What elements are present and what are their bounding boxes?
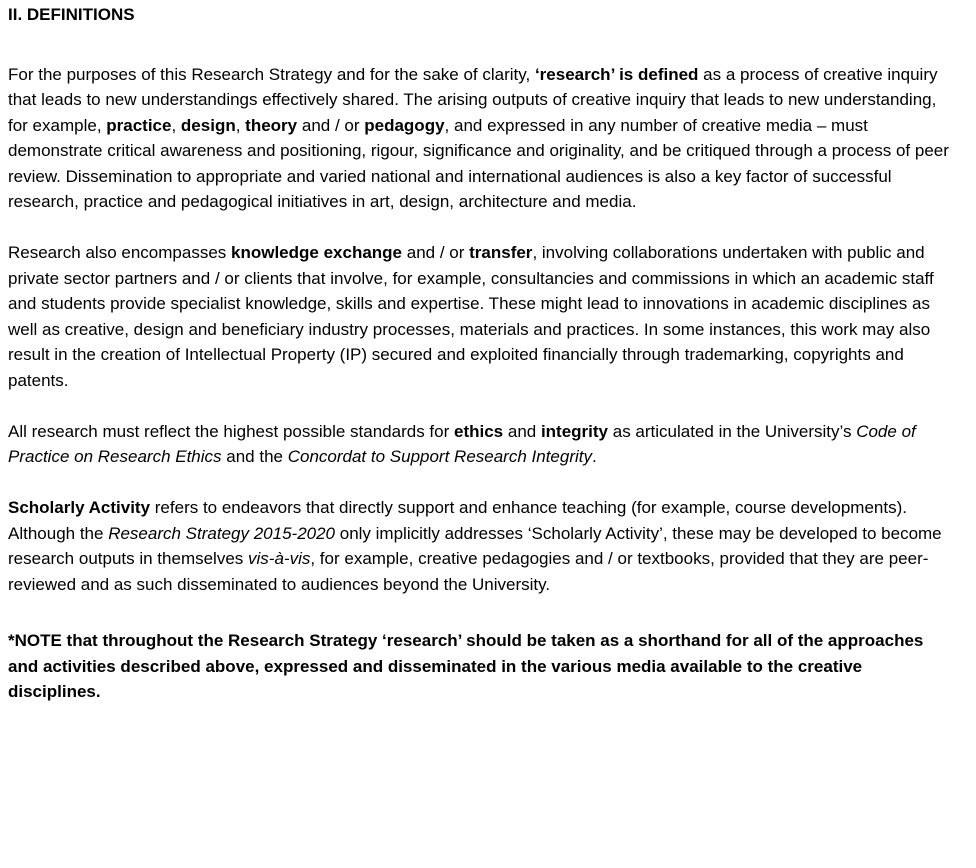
text-run: Research also encompasses bbox=[8, 243, 232, 262]
paragraph bbox=[8, 628, 958, 705]
text-run: transfer bbox=[469, 243, 533, 262]
text-run: Research Strategy 2015-2020 bbox=[108, 523, 336, 543]
text-run: and / or bbox=[402, 243, 470, 262]
paragraph bbox=[8, 62, 958, 215]
text-run: All research must reflect the highest possible standards for bbox=[8, 421, 454, 441]
text-run: as articulated in the University’s bbox=[608, 421, 857, 441]
text-run: only implicitly addresses ‘Scholarly Activity’, these may be developed to become research outputs in themselves bbox=[8, 523, 942, 568]
paragraph bbox=[8, 240, 958, 393]
text-run: as a process of creative inquiry that leads to new understandings effectively shared. The arising outputs of creative inquiry that leads to new understanding, for example, bbox=[8, 64, 938, 135]
text-run: knowledge exchange bbox=[231, 243, 403, 262]
paragraph bbox=[8, 495, 958, 597]
section-heading: II. DEFINITIONS bbox=[8, 5, 135, 24]
text-run: and the bbox=[221, 447, 288, 466]
text-run: *NOTE that throughout the Research Strategy ‘research’ should be taken as a shorthand for all of the approaches and activities described above, expressed and disseminated in the various media available to the creative disciplines. bbox=[8, 631, 924, 701]
text-run: theory bbox=[245, 115, 298, 135]
text-run: , for example, creative pedagogies and / or textbooks, provided that they are peer-reviewed and as such disseminated to audiences beyond the University. bbox=[8, 549, 929, 594]
text-run: vis-à-vis bbox=[248, 549, 311, 568]
text-run: integrity bbox=[540, 421, 609, 441]
paragraph bbox=[8, 419, 958, 470]
text-run: , involving collaborations undertaken with public and private sector partners and / or clients that involve, for example, consultancies and commissions in which an academic staff and students provide specialist knowledge, skills and expertise. These might lead to innovations in academic disciplines as well as creative, design and beneficiary industry processes, materials and practices. In some instances, this work may also result in the creation of Intellectual Property (IP) secured and exploited financially through trademarking, copyrights and patents. bbox=[8, 243, 934, 390]
text-run: refers to endeavors that directly support and enhance teaching (for example, course developments). Although the bbox=[8, 498, 907, 543]
text-run: , bbox=[235, 115, 246, 135]
text-run: and bbox=[503, 421, 541, 441]
text-run: Code of Practice on Research Ethics bbox=[8, 421, 916, 466]
document-body bbox=[8, 62, 958, 705]
text-run: pedagogy bbox=[364, 115, 445, 135]
text-run: design bbox=[180, 115, 236, 135]
text-run: and / or bbox=[297, 115, 365, 135]
text-run: . bbox=[592, 447, 597, 466]
text-run: , and expressed in any number of creative media – must demonstrate critical awareness and positioning, rigour, significance and originality, and be critiqued through a process of peer review. Dissemination to appropriate and varied national and international audiences is also a key factor of successful research, practice and pedagogical initiatives in art, design, architecture and media. bbox=[8, 115, 949, 211]
text-run: , bbox=[171, 115, 181, 135]
text-run: practice bbox=[106, 115, 172, 135]
text-run: ‘research’ is defined bbox=[534, 64, 699, 84]
text-run: Concordat to Support Research Integrity bbox=[287, 447, 592, 466]
text-run: ethics bbox=[454, 421, 504, 441]
text-run: Scholarly Activity bbox=[8, 498, 151, 517]
text-run: For the purposes of this Research Strategy and for the sake of clarity, bbox=[8, 64, 535, 84]
